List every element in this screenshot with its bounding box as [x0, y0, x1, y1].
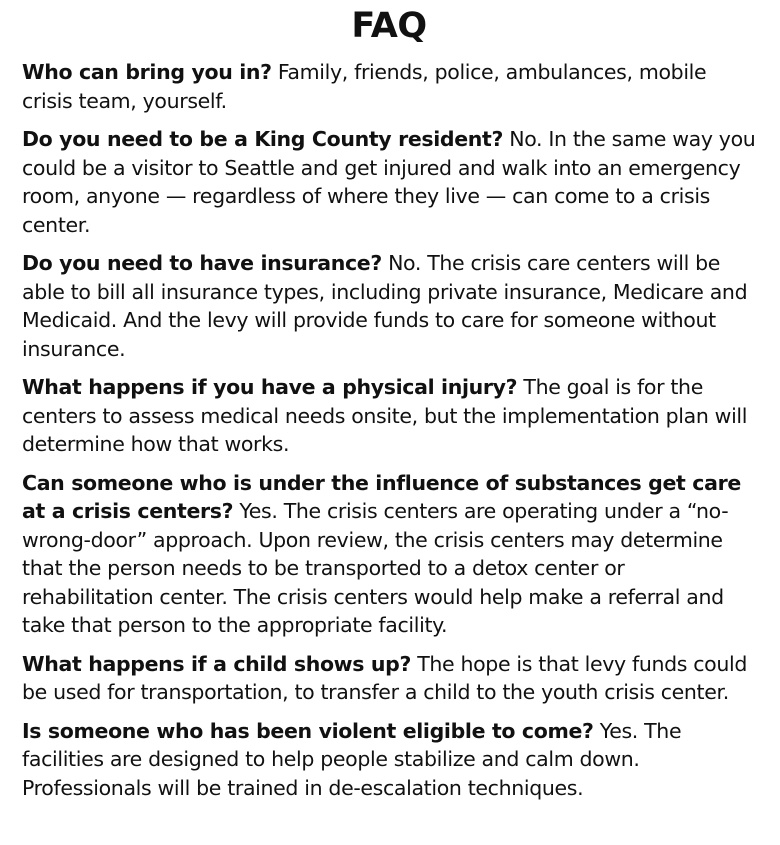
faq-item-substances	[22, 469, 756, 640]
faq-answer: No. In the same way you could be a visitor to Seattle and get injured and walk into an emergency room, anyone — regardless of where they live — can come to a crisis center.	[22, 127, 756, 237]
faq-question: Do you need to be a King County resident?	[22, 127, 504, 151]
faq-item-physical-injury	[22, 373, 756, 459]
faq-answer: The hope is that levy funds could be used for transportation, to transfer a child to the youth crisis center.	[22, 651, 748, 704]
faq-question: What happens if you have a physical injury?	[22, 375, 518, 399]
faq-question: Do you need to have insurance?	[22, 251, 382, 275]
faq-item-child	[22, 650, 756, 707]
faq-answer: Yes. The crisis centers are operating under a “no-wrong-door” approach. Upon review, the crisis centers may determine that the person needs to be transported to a detox center or rehabilitation center. The crisis centers would help make a referral and take that person to the appropriate facility.	[22, 499, 729, 637]
faq-answer: Yes. The facilities are designed to help people stabilize and calm down. Professionals will be trained in de-escalation techniques.	[22, 718, 682, 800]
faq-question: Who can bring you in?	[22, 60, 272, 84]
faq-item-violent	[22, 717, 756, 803]
page-title: FAQ	[351, 6, 427, 46]
faq-item-insurance	[22, 249, 756, 363]
faq-question: Is someone who has been violent eligible to come?	[22, 718, 594, 743]
faq-question: What happens if a child shows up?	[22, 651, 412, 676]
faq-item-residency	[22, 125, 756, 239]
faq-answer: No. The crisis care centers will be able to bill all insurance types, including private insurance, Medicare and Medicaid. And the levy will provide funds to care for someone without insurance.	[22, 251, 748, 361]
faq-question: Can someone who is under the influence of substances get care at a crisis centers?	[22, 470, 741, 523]
faq-answer: The goal is for the centers to assess medical needs onsite, but the implementation plan will determine how that works.	[22, 375, 748, 456]
faq-item-who-can-bring	[22, 58, 756, 115]
faq-answer: Family, friends, police, ambulances, mobile crisis team, yourself.	[22, 60, 707, 113]
